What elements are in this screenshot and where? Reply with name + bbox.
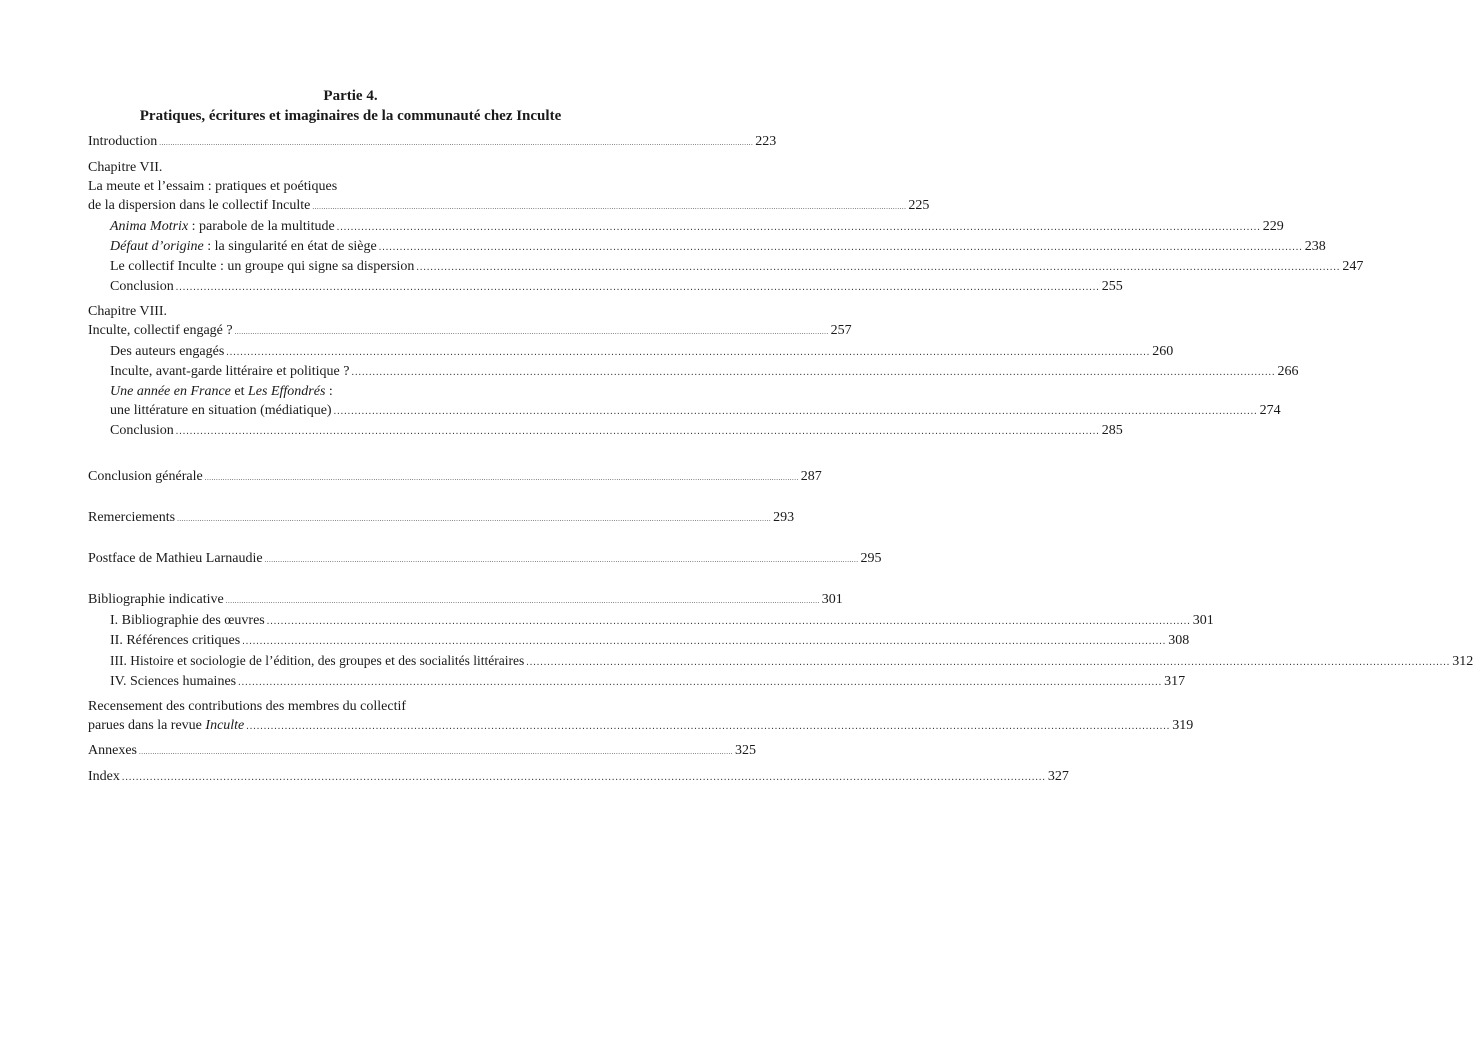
toc-entry-avant-garde[interactable] — [88, 362, 1299, 382]
toc-entry-conclusion-generale[interactable] — [88, 467, 822, 488]
entry-label: III. Histoire et sociologie de l’édition, des groupes et des socialités littéraires — [110, 653, 525, 668]
entry-label-rest: : la singularité en état de siège — [203, 239, 377, 254]
dot-leader: ........................................................................................................................................................................................................................................................................ — [204, 474, 799, 482]
toc-entry-collectif-inculte[interactable] — [88, 257, 1364, 277]
toc-entry-references-critiques[interactable] — [88, 631, 1190, 651]
toc-entry-postface[interactable] — [88, 549, 882, 570]
entry-label: Inculte, avant-garde littéraire et politique ? — [110, 364, 350, 379]
dot-leader: ........................................................................................................................................................................................................................................................................ — [159, 139, 754, 147]
chapter-8-heading: Chapitre VIII. — [88, 304, 168, 319]
part-number: Partie 4. — [323, 88, 378, 104]
toc-entry-anima-motrix[interactable] — [88, 217, 1284, 237]
page-number: 285 — [1101, 423, 1123, 438]
dot-leader: ........................................................................................................................................................................................................................................................................ — [336, 222, 1261, 233]
toc-entry-histoire-sociologie[interactable] — [88, 651, 1473, 672]
toc-entry-auteurs-engages[interactable] — [88, 342, 1174, 362]
dot-leader: ........................................................................................................................................................................................................................................................................ — [175, 282, 1100, 293]
dot-leader: ........................................................................................................................................................................................................................................................................ — [351, 367, 1276, 378]
dot-leader: ........................................................................................................................................................................................................................................................................ — [234, 328, 829, 336]
entry-label: Annexes — [88, 743, 137, 758]
chapter-8-title: Inculte, collectif engagé ? — [88, 323, 233, 338]
entry-label: Postface de Mathieu Larnaudie — [88, 551, 263, 566]
toc-entry-annexes[interactable] — [88, 741, 756, 762]
page-number: 319 — [1172, 718, 1194, 733]
toc-entry-bibliographie[interactable] — [88, 590, 843, 611]
entry-label: Conclusion — [110, 423, 174, 438]
entry-label-italic: Défaut d’origine — [110, 239, 204, 254]
page-number: 312 — [1452, 654, 1473, 669]
dot-leader: ........................................................................................................................................................................................................................................................................ — [378, 242, 1303, 253]
chapter-7-heading: Chapitre VII. — [88, 160, 163, 175]
entry-label-end: : — [325, 384, 333, 399]
dot-leader: ........................................................................................................................................................................................................................................................................ — [238, 677, 1163, 688]
part-title: Pratiques, écritures et imaginaires de la communauté chez Inculte — [139, 108, 562, 124]
entry-label-italic: Anima Motrix — [110, 219, 189, 234]
toc-entry-recensement[interactable] — [88, 716, 1194, 736]
page-number: 223 — [755, 134, 777, 149]
toc-entry-defaut-origine[interactable] — [88, 237, 1326, 257]
dot-leader: ........................................................................................................................................................................................................................................................................ — [226, 347, 1151, 358]
page-number: 257 — [830, 323, 852, 338]
page-number: 266 — [1277, 364, 1299, 379]
page-number: 238 — [1304, 239, 1326, 254]
entry-label: Index — [88, 769, 120, 784]
dot-leader: ........................................................................................................................................................................................................................................................................ — [242, 636, 1167, 647]
entry-label — [110, 237, 377, 256]
entry-label: IV. Sciences humaines — [110, 674, 237, 689]
entry-label — [88, 716, 244, 735]
entry-label-prefix: parues dans la revue — [88, 718, 206, 733]
dot-leader: ........................................................................................................................................................................................................................................................................ — [416, 262, 1341, 273]
page-number: 301 — [821, 592, 843, 607]
toc-entry-chapter-7[interactable] — [88, 196, 930, 217]
part-heading — [88, 86, 613, 126]
entry-label-italic: Les Effondrés — [248, 384, 326, 399]
dot-leader: ........................................................................................................................................................................................................................................................................ — [266, 616, 1191, 627]
dot-leader: ........................................................................................................................................................................................................................................................................ — [225, 597, 820, 605]
dot-leader: ........................................................................................................................................................................................................................................................................ — [139, 748, 733, 756]
toc-entry-chapter-8[interactable] — [88, 321, 852, 342]
entry-label: Bibliographie indicative — [88, 592, 224, 607]
page-number: 317 — [1164, 674, 1186, 689]
entry-label: II. Références critiques — [110, 633, 241, 648]
recensement-line1: Recensement des contributions des membres du collectif — [88, 699, 407, 714]
entry-label-italic: Une année en France — [110, 384, 231, 399]
dot-leader: ........................................................................................................................................................................................................................................................................ — [264, 556, 859, 564]
page-number: 301 — [1192, 613, 1214, 628]
entry-label — [110, 217, 335, 236]
toc-entry-ch8-conclusion[interactable] — [88, 421, 1123, 441]
entry-label: Des auteurs engagés — [110, 344, 225, 359]
page-number: 274 — [1259, 403, 1281, 418]
toc-entry-introduction[interactable] — [88, 132, 777, 153]
entry-label: une littérature en situation (médiatique) — [110, 403, 332, 418]
page-number: 295 — [860, 551, 882, 566]
table-of-contents — [88, 86, 1473, 787]
dot-leader: ........................................................................................................................................................................................................................................................................ — [121, 772, 1046, 783]
toc-entry-ch7-conclusion[interactable] — [88, 277, 1123, 297]
dot-leader: ........................................................................................................................................................................................................................................................................ — [246, 721, 1171, 732]
chapter-7-title-line2: de la dispersion dans le collectif Inculte — [88, 198, 311, 213]
page-number: 308 — [1168, 633, 1190, 648]
page-number: 293 — [773, 510, 795, 525]
entry-label: Conclusion générale — [88, 469, 203, 484]
toc-entry-index[interactable] — [88, 767, 1069, 787]
page-number: 229 — [1262, 219, 1284, 234]
page-number: 247 — [1342, 259, 1364, 274]
page-number: 255 — [1101, 279, 1123, 294]
entry-label-mid: et — [230, 384, 249, 399]
toc-entry-sciences-humaines[interactable] — [88, 672, 1186, 692]
entry-label: I. Bibliographie des œuvres — [110, 613, 265, 628]
dot-leader: ........................................................................................................................................................................................................................................................................ — [312, 203, 907, 211]
entry-label-italic: Inculte — [205, 718, 245, 733]
entry-label: Le collectif Inculte : un groupe qui signe sa dispersion — [110, 259, 415, 274]
entry-label: Conclusion — [110, 279, 174, 294]
entry-annee-line1 — [88, 382, 613, 401]
toc-entry-annee-en-france[interactable] — [88, 401, 1281, 421]
entry-label: Remerciements — [88, 510, 176, 525]
entry-label: Introduction — [88, 134, 158, 149]
toc-entry-biblio-oeuvres[interactable] — [88, 611, 1214, 631]
dot-leader: ........................................................................................................................................................................................................................................................................ — [177, 515, 772, 523]
dot-leader: ........................................................................................................................................................................................................................................................................ — [175, 426, 1100, 437]
dot-leader: ........................................................................................................................................................................................................................................................................ — [526, 657, 1451, 668]
page-number: 325 — [735, 743, 756, 758]
toc-entry-remerciements[interactable] — [88, 508, 795, 529]
dot-leader: ........................................................................................................................................................................................................................................................................ — [333, 406, 1258, 417]
page-number: 287 — [800, 469, 822, 484]
chapter-7-title-line1: La meute et l’essaim : pratiques et poétiques — [88, 179, 338, 194]
page-number: 225 — [908, 198, 930, 213]
page-number: 260 — [1152, 344, 1174, 359]
page-number: 327 — [1047, 769, 1069, 784]
entry-label-rest: : parabole de la multitude — [188, 219, 335, 234]
